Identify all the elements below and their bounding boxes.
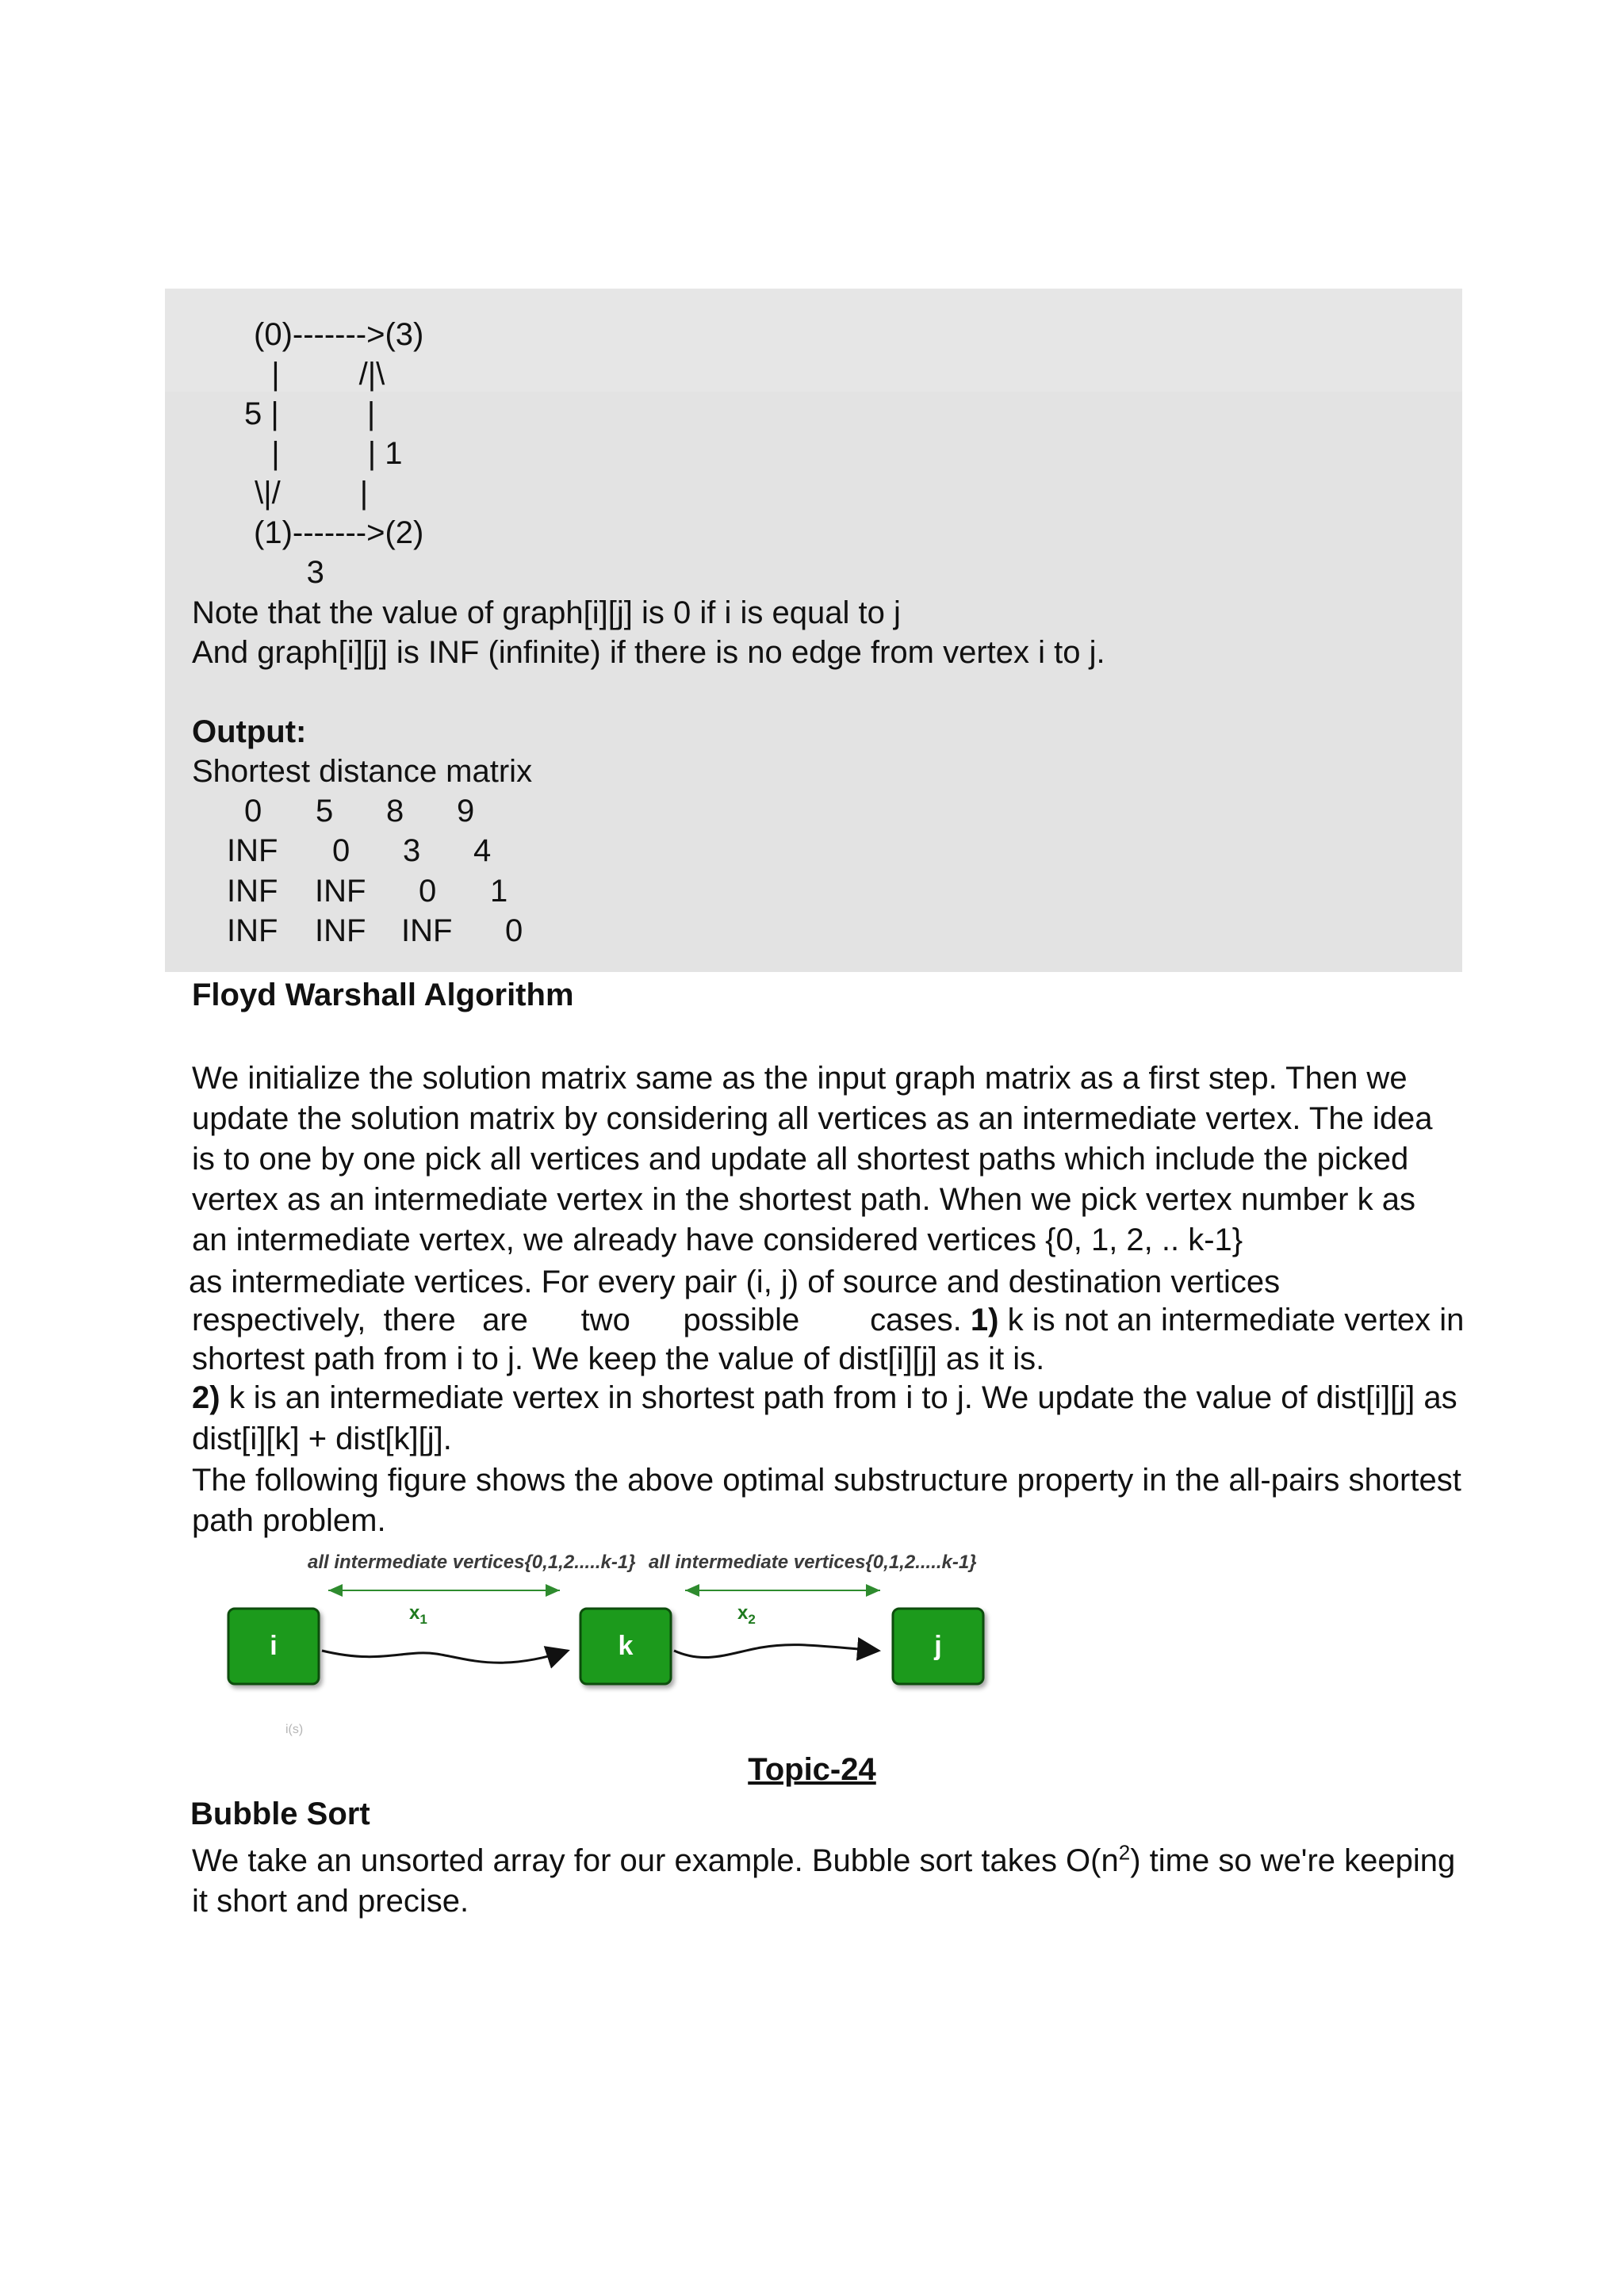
node-k bbox=[580, 1609, 671, 1684]
ascii-graph-line: 3 bbox=[254, 555, 324, 590]
matrix-cell: INF bbox=[227, 874, 278, 909]
floyd-warshall-figure bbox=[214, 1546, 1007, 1744]
case1-text: k is not an intermediate vertex in bbox=[998, 1303, 1465, 1337]
bubble-sort-text-line2: it short and precise. bbox=[192, 1884, 469, 1919]
matrix-cell: 0 bbox=[505, 913, 523, 948]
svg-text:i: i bbox=[270, 1631, 278, 1661]
paragraph-line: as intermediate vertices. For every pair (i, j) of source and destination vertices bbox=[189, 1265, 1281, 1299]
case-intro: respectively, there are two possible cases. bbox=[192, 1303, 962, 1337]
matrix-cell: 8 bbox=[386, 794, 404, 828]
figure-intro: path problem. bbox=[192, 1503, 386, 1538]
ascii-graph-line: (0)------->(3) bbox=[254, 317, 424, 352]
bubble-sort-heading: Bubble Sort bbox=[190, 1797, 370, 1831]
note-line: And graph[i][j] is INF (infinite) if there is no edge from vertex i to j. bbox=[192, 635, 1105, 670]
node-j bbox=[893, 1609, 983, 1684]
svg-text:k: k bbox=[618, 1631, 634, 1661]
bubble-sort-text: We take an unsorted array for our example. Bubble sort takes $O(n^2)$ time so we're keeping bbox=[192, 1840, 1456, 1878]
matrix-cell: 0 bbox=[419, 874, 437, 909]
node-i bbox=[228, 1609, 319, 1684]
paragraph-line: vertex as an intermediate vertex in the shortest path. When we pick vertex number k as bbox=[192, 1182, 1415, 1217]
ascii-graph-line: | /|\ bbox=[254, 357, 385, 392]
figure-caption-mark: i(s) bbox=[285, 1723, 304, 1736]
case2-marker: 2) bbox=[192, 1380, 220, 1415]
matrix-cell: INF bbox=[315, 874, 366, 909]
matrix-cell: 0 bbox=[332, 833, 350, 868]
matrix-cell: INF bbox=[401, 913, 453, 948]
paragraph-line: We initialize the solution matrix same as the input graph matrix as a first step. Then we bbox=[192, 1061, 1408, 1096]
range-label-left: all intermediate vertices{0,1,2.....k-1} bbox=[308, 1552, 636, 1573]
case1-line2: shortest path from i to j. We keep the value of dist[i][j] as it is. bbox=[192, 1341, 1045, 1376]
range-label-right: all intermediate vertices{0,1,2.....k-1} bbox=[649, 1552, 977, 1573]
output-title: Shortest distance matrix bbox=[192, 754, 533, 789]
path-label-x1: $x_1$ bbox=[409, 1602, 427, 1627]
case2-line2: dist[i][k] + dist[k][j]. bbox=[192, 1422, 452, 1456]
path-k-to-j bbox=[674, 1645, 879, 1658]
case-line bbox=[192, 1300, 1469, 1341]
output-label: Output: bbox=[192, 714, 307, 749]
matrix-cell: 3 bbox=[403, 833, 421, 868]
matrix-cell: INF bbox=[227, 913, 278, 948]
note-line: Note that the value of graph[i][j] is 0 if i is equal to j bbox=[192, 595, 901, 630]
case2-line bbox=[192, 1378, 1469, 1418]
ascii-graph-line: (1)------->(2) bbox=[254, 515, 424, 550]
paragraph-line: an intermediate vertex, we already have considered vertices {0, 1, 2, .. k-1} bbox=[192, 1223, 1243, 1257]
matrix-cell: INF bbox=[315, 913, 366, 948]
section-heading: Floyd Warshall Algorithm bbox=[192, 978, 574, 1012]
matrix-cell: 9 bbox=[457, 794, 475, 828]
topic-title: Topic-24 bbox=[748, 1752, 876, 1787]
matrix-cell: INF bbox=[227, 833, 278, 868]
case2-text: k is an intermediate vertex in shortest path from i to j. We update the value of dist[i][j] as bbox=[220, 1380, 1457, 1415]
path-label-x2: $x_2$ bbox=[737, 1602, 756, 1627]
matrix-cell: 4 bbox=[473, 833, 492, 868]
matrix-cell: 5 bbox=[316, 794, 334, 828]
ascii-graph-line: \|/ | bbox=[246, 476, 369, 511]
paragraph-line: is to one by one pick all vertices and update all shortest paths which include the picked bbox=[192, 1142, 1409, 1177]
ascii-graph-line: 5 | | bbox=[244, 396, 376, 431]
svg-text:j: j bbox=[934, 1631, 942, 1661]
figure-intro: The following figure shows the above optimal substructure property in the all-pairs shortest bbox=[192, 1463, 1461, 1498]
case1-marker: 1) bbox=[970, 1303, 999, 1337]
path-i-to-k bbox=[322, 1651, 568, 1663]
matrix-cell: 1 bbox=[490, 874, 508, 909]
matrix-cell: 0 bbox=[244, 794, 262, 828]
ascii-graph-line: | | 1 bbox=[254, 436, 403, 471]
paragraph-line: update the solution matrix by considering all vertices as an intermediate vertex. The idea bbox=[192, 1101, 1433, 1136]
